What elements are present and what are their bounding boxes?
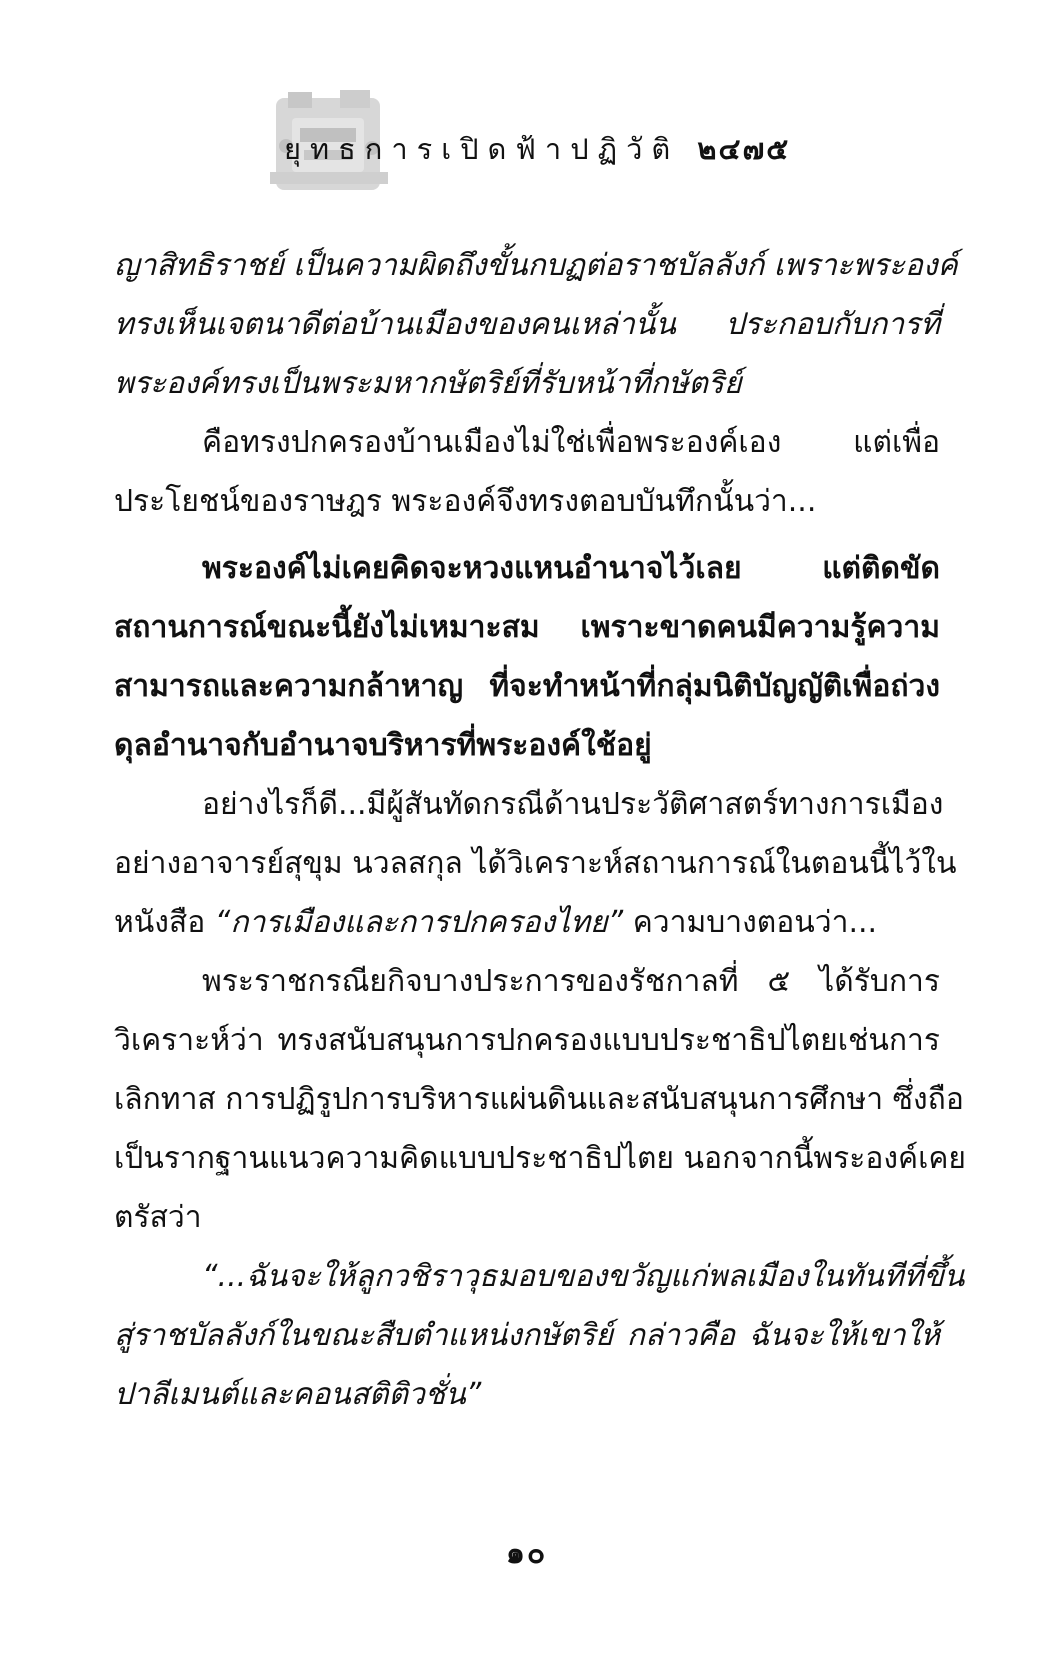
text-line: สถานการณ์ขณะนี้ยังไม่เหมาะสม เพราะขาดคนมีความรู้ความ (114, 610, 940, 645)
paragraph (114, 952, 966, 1247)
text-line: ดุลอำนาจกับอำนาจบริหารที่พระองค์ใช้อยู่ (114, 728, 652, 763)
text-line: “...ฉันจะให้ลูกวชิราวุธมอบของขวัญแก่พลเมืองในทันทีที่ขึ้น (202, 1259, 965, 1294)
text-segment: ความบางตอนว่า... (623, 905, 878, 940)
text-line: พระองค์ไม่เคยคิดจะหวงแหนอำนาจไว้เลย แต่ติดขัด (202, 551, 940, 586)
text-line: สามารถและความกล้าหาญ ที่จะทำหน้าที่กลุ่มนิติบัญญัติเพื่อถ่วง (114, 669, 940, 704)
text-line (114, 893, 940, 952)
text-line: เป็นรากฐานแนวความคิดแบบประชาธิปไตย นอกจากนี้พระองค์เคย (114, 1141, 966, 1176)
text-line: คือทรงปกครองบ้านเมืองไม่ใช่เพื่อพระองค์เอง แต่เพื่อ (202, 425, 940, 460)
header-year: ๒๔๗๕ (697, 132, 791, 166)
text-line: อย่างไรก็ดี...มีผู้สันทัดกรณีด้านประวัติศาสตร์ทางการเมือง (202, 787, 944, 822)
book-title: “การเมืองและการปกครองไทย” (214, 905, 624, 940)
text-line: พระราชกรณียกิจบางประการของรัชกาลที่ ๕ ได้รับการ (202, 964, 940, 999)
paragraph (114, 413, 940, 531)
italic-quote (114, 1247, 965, 1424)
body-text (114, 236, 966, 1424)
text-line: สู่ราชบัลลังก์ในขณะสืบตำแหน่งกษัตริย์ กล่าวคือ ฉันจะให้เขาให้ (114, 1318, 940, 1353)
text-line: ญาสิทธิราชย์ เป็นความผิดถึงขั้นกบฏต่อราชบัลลังก์ เพราะพระองค์ (114, 248, 958, 283)
text-line: ทรงเห็นเจตนาดีต่อบ้านเมืองของคนเหล่านั้น ประกอบกับการที่ (114, 307, 940, 342)
bold-quote (114, 539, 940, 775)
text-line: ตรัสว่า (114, 1200, 202, 1235)
paragraph (114, 236, 958, 413)
text-line: อย่างอาจารย์สุขุม นวลสกุล ได้วิเคราะห์สถานการณ์ในตอนนี้ไว้ใน (114, 846, 957, 881)
header-title (284, 126, 790, 172)
paragraph (114, 775, 957, 952)
page-number: ๑๐ (505, 1536, 548, 1571)
running-header (270, 88, 790, 198)
text-segment: หนังสือ (114, 905, 215, 940)
text-line: ปาลีเมนต์และคอนสติติวชั่น” (114, 1377, 482, 1412)
text-line: ประโยชน์ของราษฎร พระองค์จึงทรงตอบบันทึกนั้นว่า... (114, 484, 817, 519)
text-line: พระองค์ทรงเป็นพระมหากษัตริย์ที่รับหน้าที่กษัตริย์ (114, 366, 742, 401)
text-line: วิเคราะห์ว่า ทรงสนับสนุนการปกครองแบบประชาธิปไตยเช่นการ (114, 1023, 940, 1058)
text-line: เลิกทาส การปฏิรูปการบริหารแผ่นดินและสนับสนุนการศึกษา ซึ่งถือ (114, 1082, 964, 1117)
header-title-text: ยุทธการเปิดฟ้าปฏิวัติ (284, 132, 680, 166)
